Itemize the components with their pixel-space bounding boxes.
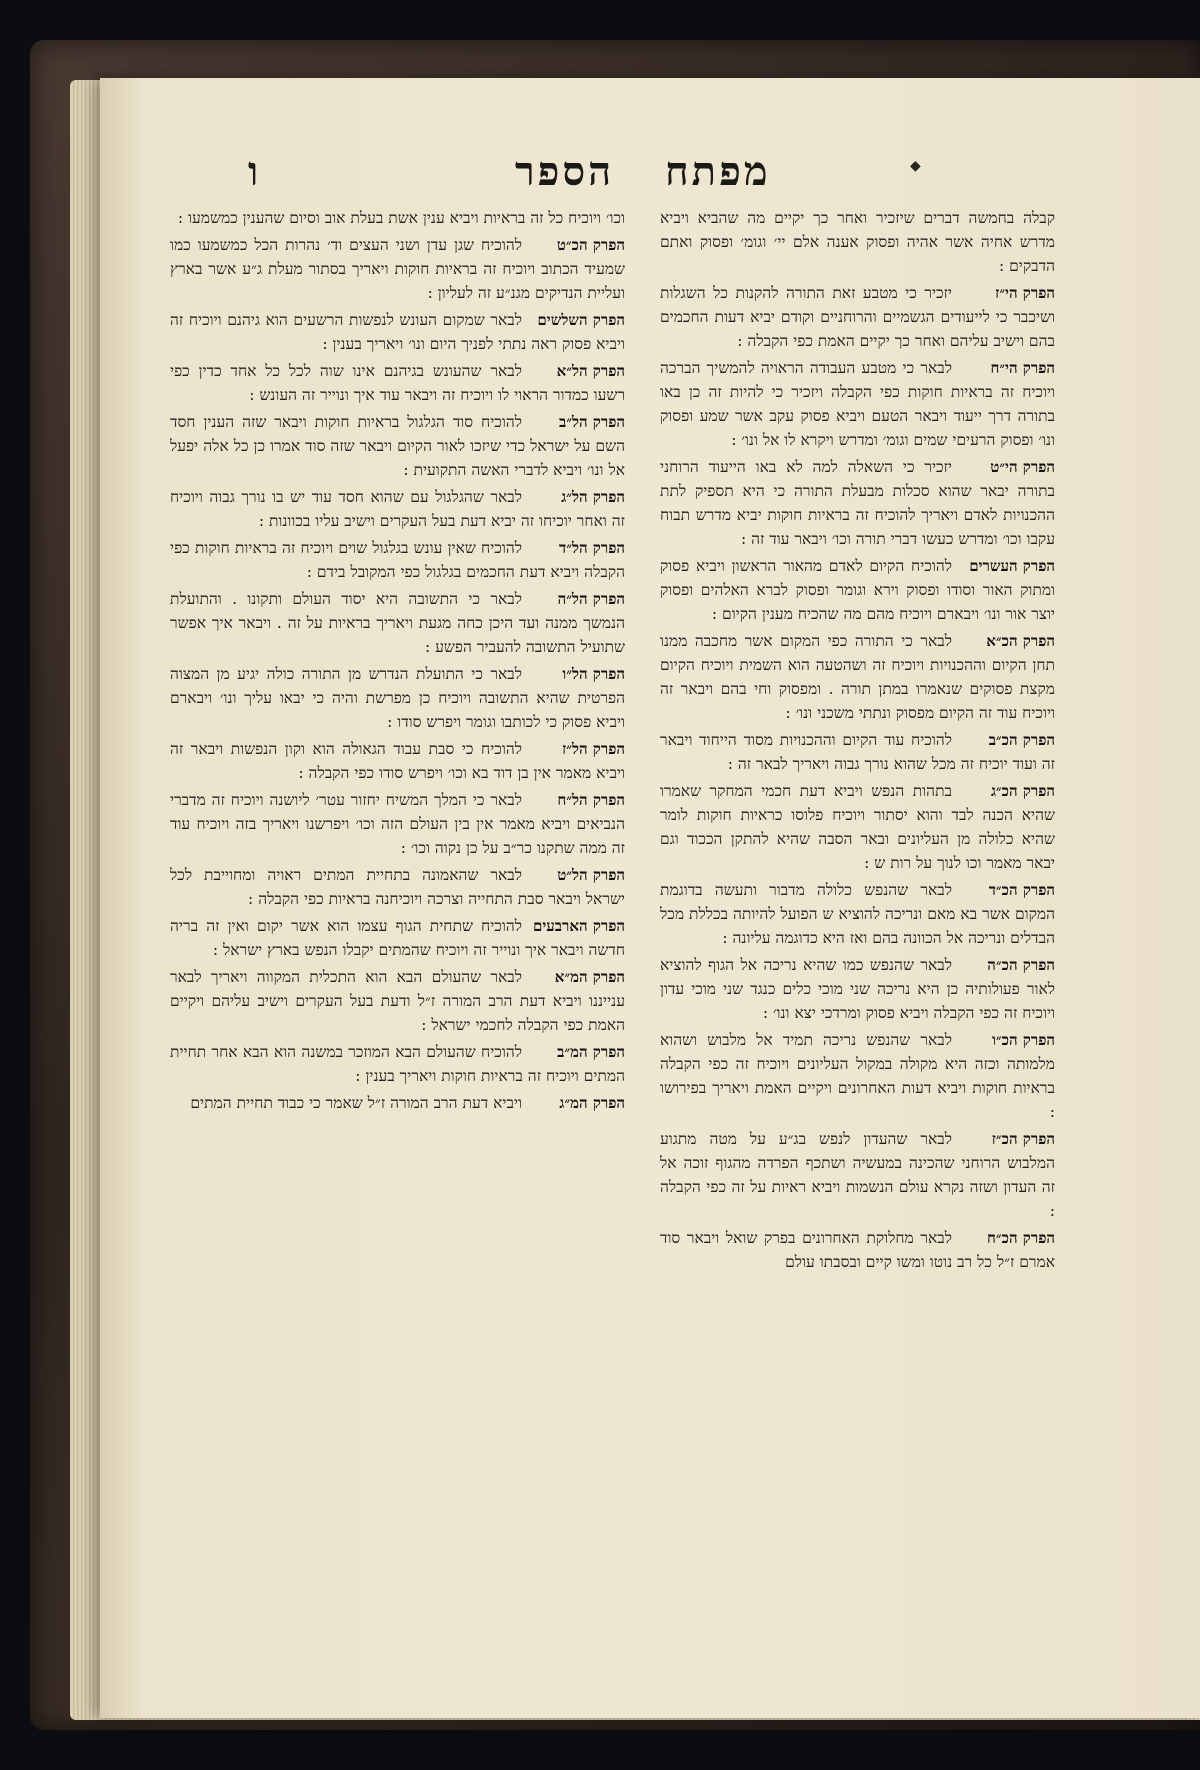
chapter-entry — [660, 1127, 1055, 1223]
chapter-entry — [170, 233, 625, 305]
chapter-summary: להוכיח שתחית הגוף עצמו הוא אשר יקום ואין זה בריה חדשה ויבאר איך ונוייר זה ויוכיח שהמתים יקבלו הנפש בארץ ישראל : — [170, 917, 625, 959]
chapter-summary: לבאר שהעונש בגיהנם אינו שוה לכל כל אחד כדין כפי רשעו כמדור הראוי לו ויוכיח זה ויבאר עוד איך ונוייר זה העונש : — [170, 362, 625, 404]
chapter-label: הפרק העשרים — [969, 557, 1055, 575]
chapter-entry — [660, 953, 1055, 1025]
chapter-entry — [170, 662, 625, 734]
chapter-summary: להוכיח שגן עדן ושני העצים וד׳ נהרות הכל כמשמעו כמו שמעיד הכתוב ויוכיח זה בראיות חוקות ויאריך בסתור מעלת ג״ע אשר בארץ ועליית הנדיקים מגנ״ע זה לעליון : — [170, 236, 625, 302]
chapter-label: הפרק הי״ט — [990, 458, 1055, 476]
chapter-entry — [170, 308, 625, 356]
chapter-summary: לבאר כי התועלת הנדרש מן התורה כולה יגיע מן המצוה הפרטית שהיא התשובה ויוכיח כן מפרשת והיה כי יבאו עליך ונו׳ ויבארם ויביא פסוק כי לכותבו וגומר ויפרש סודו : — [170, 665, 625, 731]
chapter-summary: להוכיח סוד הגלגול בראיות חוקות ויבאר שזה הענין חסד השם על ישראל כדי שיזכו לאור הקיום ויבאר שזה סוד אמרו כן כל אלה יפעל אל ונו׳ ויביא לדברי האשה התקועית : — [170, 413, 625, 479]
chapter-label: הפרק הכ״ו — [992, 1031, 1055, 1049]
chapter-summary: לבאר שמקום העונש לנפשות הרשעים הוא גיהנם ויוכיח זה ויביא פסוק ראה נתתי לפניך היום ונו׳ ויאריך בענין : — [170, 311, 625, 353]
chapter-label: הפרק המ״ג — [559, 1094, 625, 1112]
chapter-label: הפרק הל״ו — [562, 665, 625, 683]
chapter-entry — [170, 737, 625, 785]
chapter-summary: לבאר שהעולם הבא הוא התכלית המקווה ויאריך לבאר ענייננו ויביא דעת הרב המורה ז״ל ודעת בעל העקרים וישיב עליהם ויקיים האמת כפי הקבלה לחכמי ישראל : — [170, 968, 625, 1034]
book-page — [100, 78, 1200, 1718]
running-head-word-2: הספר — [515, 148, 615, 195]
running-head-word-1: מפתח — [665, 148, 771, 195]
chapter-summary: להוכיח עוד הקיום וההכנויות מסוד הייחוד ויבאר זה ועוד יוכיח זה מכל שהוא נורך גבוה ויאריך לבאר זה : — [660, 731, 1055, 773]
chapter-entry — [660, 281, 1055, 353]
chapter-summary: לבאר שהנפש כלולה מדבור ותעשה בדוגמת המקום אשר בא מאם ונריכה להוציא ש הפועל להיותה בכללת מכל הבדלים ונריכה אל הכוונה בהם ואז היא כדוגמה עליונה : — [660, 881, 1055, 947]
chapter-entry — [170, 914, 625, 962]
chapter-label: הפרק השלשים — [537, 311, 625, 329]
left-column — [170, 206, 625, 1118]
page-number: ו — [248, 148, 262, 195]
chapter-summary: לבאר כי התורה כפי המקום אשר מחכבה ממנו תחן הקיום וההכנויות ויוכיח זה ושהטעה הוא השמית ויוכיח הקיום מקצת פסוקים שנאמרו במתן תורה . ומפסוק וחי בהם ויבאר זה ויוכיח עוד זה הקיום מפסוק ונתתי משכני ונו׳ : — [660, 632, 1055, 722]
chapter-entry — [660, 728, 1055, 776]
left-entries-list — [170, 233, 625, 1115]
chapter-entry — [660, 1028, 1055, 1124]
chapter-entry — [170, 863, 625, 911]
column-intro: וכו׳ ויוכיח כל זה בראיות ויביא ענין אשת בעלת אוב וסיום שהענין כמשמעו : — [177, 209, 625, 227]
chapter-summary: לבאר שהאמונה בתחיית המתים ראויה ומחוייבת לכל ישראל ויבאר סבת התחייה וצרכה ויוכיחנה בראיות כפי הקבלה : — [170, 866, 625, 908]
column-intro: קבלה בחמשה דברים שיזכיר ואחר כך יקיים מה שהביא ויביא מדרש אחיה אשר אהיה ופסוק אענה אלם יי׳ וגומ׳ ופסוק ואתם הדבקים : — [660, 209, 1055, 275]
chapter-summary: להוכיח כי סבת עבוד הגאולה הוא וקון הנפשות ויבאר זה ויביא מאמר אין בן דוד בא וכו׳ ויפרש סודו כפי הקבלה : — [170, 740, 625, 782]
chapter-label: הפרק הכ״ז — [991, 1130, 1055, 1148]
chapter-label: הפרק הארבעים — [532, 917, 625, 935]
chapter-entry — [660, 356, 1055, 452]
chapter-label: הפרק הל״ב — [559, 413, 625, 431]
chapter-summary: לבאר כי מטבע העבודה הראויה להמשיך הברכה ויוכיח זה בראיות חוקות כפי הקבלה ויזכיר כי להיות זה כן באו בתורה דרך ייעוד ויבאר הטעם ויביא פסוק עקב אשר שמע ופסוק ונו׳ ופסוק הרעיםי שמים וגומ׳ ומדרש ויקרא לו אל ונו׳ : — [660, 359, 1055, 449]
chapter-summary: לבאר שהגלגול עם שהוא חסד עוד יש בו נורך גבוה ויוכיח זה ואחר יוכיחו זה יביא דעת בעל העקרים וישיב עליו בכוונות : — [170, 488, 625, 530]
chapter-label: הפרק הל״ד — [559, 539, 625, 557]
chapter-summary: יזכיר כי מטבע זאת התורה להקנות כל השגלות ושיכבר כי לייעודים הגשמיים והרוחניים וקודם יביא דעות החכמים בהם וישיב עליהם ואחר כך יקיים האמת כפי הקבלה : — [660, 284, 1055, 350]
chapter-entry — [170, 1040, 625, 1088]
chapter-label: הפרק הכ״ב — [988, 731, 1055, 749]
chapter-entry — [170, 587, 625, 659]
chapter-summary: לבאר שהנפש כמו שהיא נריכה אל הגוף להוציא לאור פעולותיה כן היא נריכה שני מוכי כלים כנגד שני מוכי עדון ויוכיח זה כפי הקבלה ויביא פסוק ומרדכי יצא ונו׳ : — [660, 956, 1055, 1022]
chapter-entry — [660, 878, 1055, 950]
chapter-entry — [170, 485, 625, 533]
chapter-entry — [660, 455, 1055, 551]
chapter-entry — [660, 1226, 1055, 1274]
chapter-label: הפרק הל״ט — [557, 866, 625, 884]
chapter-entry — [660, 779, 1055, 875]
chapter-label: הפרק הי״ז — [995, 284, 1055, 302]
chapter-label: הפרק הל״ח — [557, 791, 625, 809]
chapter-label: הפרק הכ״ה — [987, 956, 1055, 974]
chapter-label: הפרק הכ״א — [986, 632, 1055, 650]
chapter-entry — [170, 536, 625, 584]
chapter-entry — [170, 965, 625, 1037]
chapter-entry — [170, 359, 625, 407]
chapter-summary: להוכיח שהעולם הבא המוזכר במשנה הוא הבא אחר תחיית המתים ויוכיח זה בראיות חוקות ויאריך בענין : — [170, 1043, 625, 1085]
chapter-label: הפרק הכ״ט — [556, 236, 625, 254]
chapter-label: הפרק הל״ג — [561, 488, 625, 506]
chapter-summary: יזכיר כי השאלה למה לא באו הייעוד הרוחני בתורה יבאר שהוא סכלות מבעלת התורה כי היא תספיק לתת ההכנויות לאדם ויאריך להוכיח זה בראיות חוקות יביא מדרש תבוח עקבו וכו׳ ומדרש כעשו דברי תורה וכו׳ ויבאר עוד זה : — [660, 458, 1055, 548]
chapter-summary: לבאר שהעדון לנפש בג״ע על מטה מתגוע המלבוש הרוחני שהכינה במעשיה ושתכף הפרדה מהגוף זוכה אל זה העדון ושזה נקרא עולם הנשמות ויביא ראיות על זה כפי הקבלה : — [660, 1130, 1055, 1220]
chapter-summary: להוכיח הקיום לאדם מהאור הראשון ויביא פסוק ומתוק האור וסודו ופסוק וירא וגומר ופסוק לברא האלהים ופסוק יוצר אור ונו׳ ויבארם ויוכיח מהם מה שהכיח מענין הקיום : — [660, 557, 1055, 623]
chapter-label: הפרק הל״א — [556, 362, 625, 380]
chapter-summary: לבאר מחלוקת האחרונים בפרק שואל ויבאר סוד אמרם ז״ל כל רב נוטו ומשו קיים ובסבתו עולם — [660, 1229, 1055, 1271]
chapter-summary: ויביא דעת הרב המורה ז״ל שאמר כי כבוד תחיית המתים — [190, 1094, 522, 1112]
chapter-label: הפרק הל״ה — [557, 590, 625, 608]
chapter-summary: לבאר כי התשובה היא יסוד העולם ותקונו . והתועלת הנמשך ממנה ועד היכן כחה מגעת ויאריך בראיות על זה . ויבאר איך אפשר שתועיל התשובה להעביר הפשע : — [170, 590, 625, 656]
chapter-label: הפרק המ״א — [554, 968, 625, 986]
right-entries-list — [660, 281, 1055, 1274]
chapter-entry — [660, 629, 1055, 725]
chapter-summary: לבאר שהנפש נריכה תמיד אל מלבוש ושהוא מלמותה וכזה היא מקולה במקול העליונים ויוכיח זה כפי הקבלה בראיות חוקות ויביא דעות האחרונים ויקיים האמת ויאריך בפירושו : — [660, 1031, 1055, 1121]
chapter-label: הפרק הכ״ג — [990, 782, 1055, 800]
chapter-label: הפרק הי״ח — [990, 359, 1055, 377]
right-column — [660, 206, 1055, 1277]
chapter-label: הפרק הכ״ח — [987, 1229, 1055, 1247]
chapter-summary: להוכיח שאין עונש בגלגול שוים ויוכיח זה בראיות חוקות כפי הקבלה ויביא דעת החכמים בגלגול כפי המקובל בידם : — [170, 539, 625, 581]
chapter-label: הפרק הכ״ד — [988, 881, 1055, 899]
chapter-label: הפרק הל״ז — [562, 740, 625, 758]
chapter-summary: לבאר כי המלך המשיח יחזור עטר׳ ליושנה ויוכיח זה מדברי הנביאים ויביא מאמר אין בין העולם הזה וכו׳ ויפרשנו ויאריך בזה ויוכיח עוד זה ממה שתקנו כר״ב על כן נקוה וכו׳ : — [170, 791, 625, 857]
chapter-entry — [170, 788, 625, 860]
chapter-entry — [170, 410, 625, 482]
chapter-entry — [170, 1091, 625, 1115]
chapter-summary: בתהות הנפש ויביא דעת חכמי המחקר שאמרו שהיא הכנה לבד והוא יסתור ויוכיח פלוסו כראיות חוקות לומר שהיא כלולה מן העליונים ובאר הסבה שהיא להתקן הככוד וגם יבאר מאמר וכו לנוך על רות ש : — [660, 782, 1055, 872]
chapter-label: הפרק המ״ב — [557, 1043, 625, 1061]
ornament-mark: ◆ — [910, 158, 921, 174]
chapter-entry — [660, 554, 1055, 626]
